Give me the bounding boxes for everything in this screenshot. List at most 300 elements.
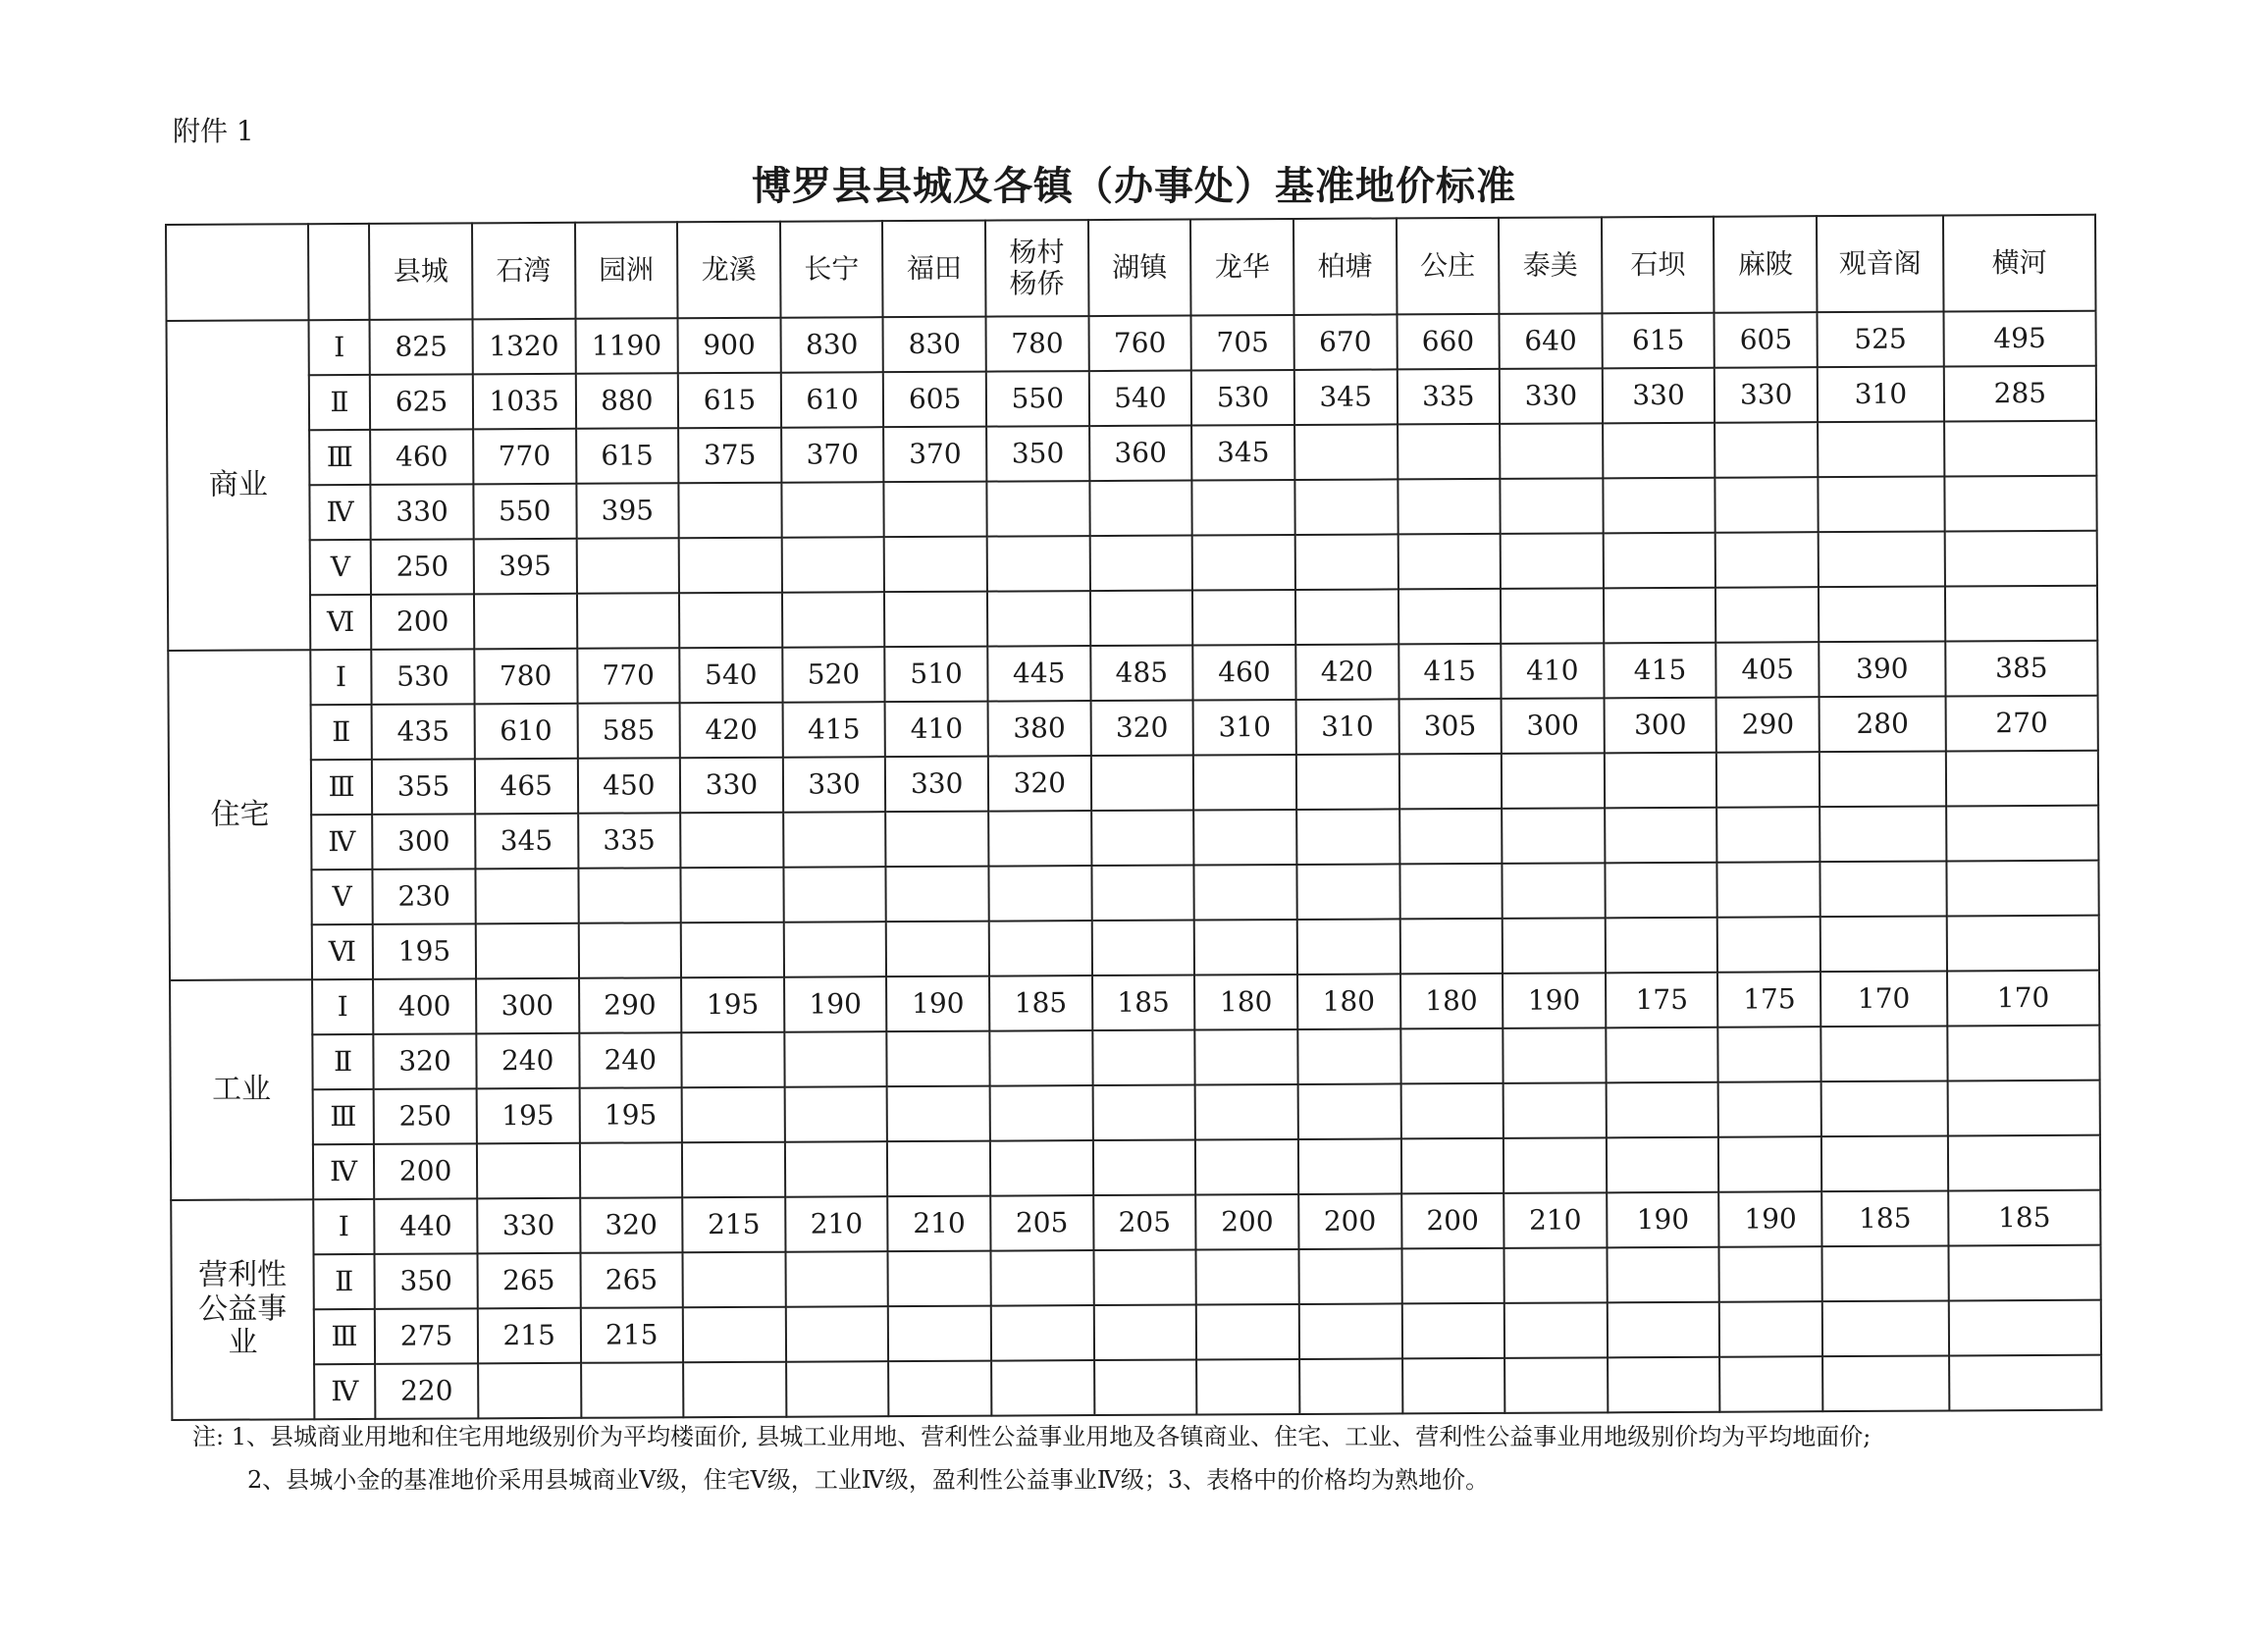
column-header: 泰美	[1499, 217, 1602, 314]
price-cell	[1195, 1084, 1298, 1140]
price-cell: 320	[374, 1033, 477, 1089]
table-row	[171, 1135, 2100, 1200]
price-cell	[1820, 917, 1947, 973]
level-cell: Ⅵ	[310, 595, 372, 650]
table-row	[169, 861, 2098, 925]
price-cell: 210	[1503, 1192, 1607, 1248]
price-cell	[785, 1251, 888, 1307]
price-cell	[1948, 1245, 2100, 1301]
price-cell	[1715, 422, 1819, 478]
price-cell	[1820, 752, 1946, 808]
price-cell	[1091, 921, 1194, 976]
price-cell	[1194, 920, 1297, 975]
price-cell: 440	[374, 1198, 477, 1254]
table-row	[170, 1026, 2099, 1090]
price-cell: 220	[375, 1363, 478, 1419]
level-cell: Ⅳ	[313, 1144, 375, 1199]
table-row	[167, 366, 2096, 431]
price-cell	[990, 1140, 1093, 1196]
price-cell: 1320	[472, 319, 575, 375]
price-cell	[1195, 1139, 1298, 1195]
price-cell	[1091, 811, 1194, 867]
price-cell	[1092, 1030, 1195, 1086]
price-cell	[679, 483, 782, 539]
price-cell	[476, 923, 579, 979]
price-cell: 200	[1401, 1193, 1504, 1249]
price-cell: 250	[371, 539, 474, 595]
price-cell: 310	[1295, 699, 1398, 755]
price-cell: 290	[579, 977, 682, 1033]
price-cell: 370	[883, 427, 986, 483]
price-cell: 170	[1947, 971, 2099, 1027]
price-cell	[1502, 753, 1605, 809]
price-cell	[1196, 1304, 1299, 1360]
price-cell	[1298, 1248, 1401, 1304]
price-cell: 770	[473, 429, 576, 485]
category-cell: 营利性 公益事 业	[171, 1199, 314, 1420]
price-cell	[786, 1361, 889, 1417]
price-cell	[1193, 810, 1296, 866]
price-cell	[1297, 1083, 1400, 1139]
price-cell	[682, 1087, 785, 1143]
price-cell	[1504, 1302, 1608, 1358]
column-header: 石湾	[472, 223, 575, 320]
price-cell	[1504, 1247, 1608, 1303]
price-cell: 190	[886, 976, 989, 1032]
price-cell	[1821, 1081, 1948, 1137]
price-cell	[1718, 1136, 1821, 1192]
price-cell: 525	[1818, 312, 1944, 368]
column-header: 园洲	[574, 222, 677, 319]
price-cell	[888, 1306, 991, 1362]
price-cell	[1295, 589, 1398, 645]
price-cell: 345	[1294, 369, 1398, 425]
price-cell: 350	[986, 426, 1089, 482]
price-cell: 880	[575, 373, 678, 429]
price-cell	[1946, 806, 2098, 862]
price-cell	[1818, 422, 1944, 478]
price-cell	[1093, 1305, 1196, 1361]
price-cell	[1193, 755, 1296, 811]
price-cell: 405	[1716, 642, 1820, 698]
price-cell: 495	[1943, 311, 2095, 367]
price-cell	[1819, 587, 1945, 643]
price-cell	[1715, 477, 1819, 533]
price-cell: 185	[989, 975, 1092, 1031]
price-cell	[1195, 1029, 1298, 1085]
price-cell: 205	[990, 1195, 1093, 1251]
column-header: 石坝	[1602, 217, 1714, 314]
price-cell	[1504, 1357, 1608, 1413]
price-cell	[1503, 1137, 1607, 1193]
column-header: 杨村 杨侨	[985, 220, 1088, 317]
price-cell	[683, 1307, 786, 1363]
level-cell: Ⅰ	[308, 320, 370, 375]
price-cell: 410	[885, 702, 988, 758]
price-cell: 410	[1501, 643, 1604, 699]
price-cell: 270	[1945, 696, 2097, 752]
price-cell	[1400, 1138, 1503, 1194]
header-level-cell	[308, 224, 370, 320]
price-cell	[1501, 478, 1604, 534]
price-cell: 330	[371, 484, 474, 540]
price-cell: 1190	[575, 318, 678, 374]
note-line-2: 2、县城小金的基准地价采用县城商业Ⅴ级，住宅Ⅴ级，工业Ⅳ级，盈利性公益事业Ⅳ级；3、表格中的价格均为熟地价。	[247, 1466, 1490, 1494]
price-cell: 610	[781, 372, 884, 428]
price-cell: 190	[1607, 1192, 1719, 1248]
price-cell: 185	[1092, 975, 1195, 1031]
price-cell	[987, 536, 1090, 592]
price-cell	[474, 594, 577, 650]
price-cell	[576, 593, 679, 649]
price-cell: 210	[785, 1196, 888, 1252]
price-cell: 175	[1606, 973, 1718, 1028]
column-header: 县城	[369, 223, 472, 320]
price-cell: 300	[1604, 698, 1716, 754]
price-cell	[1503, 1027, 1606, 1083]
level-cell: Ⅲ	[311, 760, 373, 815]
price-cell: 190	[1719, 1191, 1822, 1247]
price-cell: 230	[373, 869, 476, 924]
level-cell: Ⅱ	[310, 705, 372, 760]
price-cell: 335	[578, 813, 681, 869]
price-cell: 330	[885, 757, 988, 813]
price-cell	[682, 1142, 785, 1198]
price-cell: 240	[476, 1033, 579, 1089]
price-cell: 615	[1602, 313, 1714, 369]
table-row	[172, 1300, 2101, 1365]
header-corner-cell	[166, 224, 308, 321]
price-cell	[1947, 1026, 2099, 1081]
price-cell: 355	[372, 759, 475, 815]
price-cell	[1604, 588, 1716, 644]
level-cell: Ⅰ	[310, 650, 372, 705]
price-cell: 520	[782, 647, 885, 703]
price-cell	[987, 591, 1090, 647]
price-cell	[1717, 917, 1820, 973]
price-cell	[1089, 481, 1192, 537]
price-cell: 330	[783, 757, 886, 813]
price-cell: 320	[580, 1197, 683, 1253]
price-cell	[1820, 1027, 1947, 1082]
level-cell: Ⅰ	[313, 1199, 375, 1254]
price-cell: 170	[1820, 972, 1947, 1027]
price-cell	[1399, 919, 1503, 975]
column-header: 柏塘	[1293, 218, 1397, 315]
price-cell	[1401, 1248, 1504, 1304]
level-cell: Ⅲ	[312, 1089, 374, 1144]
price-cell	[1820, 862, 1946, 918]
price-cell: 550	[986, 371, 1089, 427]
price-cell	[783, 812, 886, 868]
price-cell: 285	[1944, 366, 2096, 422]
price-cell	[1090, 591, 1193, 647]
price-cell: 420	[680, 703, 783, 759]
table-row	[167, 476, 2096, 541]
price-cell	[888, 1361, 991, 1417]
price-cell	[1717, 862, 1820, 918]
price-cell: 670	[1293, 314, 1397, 370]
price-cell	[1503, 863, 1606, 919]
price-cell	[1949, 1355, 2101, 1411]
price-cell: 195	[579, 1087, 682, 1143]
price-cell: 210	[888, 1196, 991, 1252]
price-cell: 195	[681, 977, 784, 1033]
price-cell	[1607, 1137, 1719, 1193]
price-cell	[1606, 1027, 1718, 1083]
price-cell	[1192, 480, 1295, 536]
price-cell: 615	[678, 373, 781, 429]
price-cell	[781, 482, 884, 538]
price-cell	[1294, 424, 1398, 480]
price-cell: 550	[473, 484, 576, 540]
level-cell: Ⅱ	[309, 375, 371, 430]
price-cell	[681, 1032, 784, 1088]
price-cell: 180	[1297, 974, 1400, 1029]
price-cell	[1719, 1246, 1822, 1302]
level-cell: Ⅴ	[311, 869, 373, 924]
price-cell: 705	[1191, 315, 1294, 371]
price-cell: 830	[780, 317, 883, 373]
column-header: 龙华	[1190, 219, 1293, 316]
price-cell: 265	[580, 1252, 683, 1308]
price-cell	[681, 868, 784, 923]
column-header: 湖镇	[1088, 220, 1191, 317]
price-cell	[1945, 531, 2097, 587]
price-cell: 370	[781, 427, 884, 483]
price-cell	[1821, 1136, 1948, 1192]
price-cell: 335	[1397, 369, 1500, 425]
price-cell	[886, 812, 989, 868]
level-cell: Ⅰ	[312, 979, 374, 1034]
price-cell: 400	[373, 978, 476, 1034]
price-cell	[1398, 424, 1501, 480]
price-cell	[679, 538, 782, 594]
price-cell: 215	[580, 1307, 683, 1363]
price-cell: 780	[474, 649, 577, 705]
table-row	[167, 421, 2096, 486]
price-cell	[886, 867, 989, 922]
price-cell	[1089, 536, 1192, 592]
table-row	[169, 806, 2098, 870]
price-cell	[1501, 533, 1604, 589]
price-cell: 240	[579, 1032, 682, 1088]
price-cell	[1715, 532, 1819, 588]
price-cell	[1090, 756, 1193, 812]
level-cell: Ⅴ	[310, 540, 372, 595]
price-cell	[1297, 1028, 1400, 1084]
price-cell: 205	[1093, 1195, 1196, 1251]
price-cell	[1295, 534, 1398, 590]
price-cell	[888, 1251, 991, 1307]
page-title: 博罗县县城及各镇（办事处）基准地价标准	[752, 163, 1516, 209]
price-cell	[1605, 863, 1717, 919]
price-cell: 200	[1298, 1193, 1401, 1249]
price-cell: 215	[682, 1197, 785, 1253]
price-cell: 330	[1500, 368, 1603, 424]
price-cell: 530	[1191, 370, 1294, 426]
price-cell: 530	[372, 649, 475, 705]
price-cell: 825	[370, 319, 473, 375]
price-cell: 310	[1818, 367, 1944, 423]
price-cell	[1398, 479, 1501, 535]
price-cell	[1503, 1082, 1607, 1138]
level-cell: Ⅲ	[314, 1309, 376, 1364]
price-cell: 350	[375, 1253, 478, 1309]
price-cell: 625	[370, 374, 473, 430]
price-cell: 585	[577, 703, 680, 759]
price-cell	[1822, 1245, 1949, 1301]
price-cell	[1608, 1302, 1720, 1358]
price-cell	[1398, 754, 1502, 810]
price-cell: 395	[576, 483, 679, 539]
price-cell	[1192, 590, 1295, 646]
price-cell	[581, 1362, 684, 1418]
price-cell	[477, 1143, 580, 1199]
price-cell: 375	[678, 428, 781, 484]
level-cell: Ⅵ	[312, 924, 374, 979]
price-cell: 435	[372, 704, 475, 760]
price-cell	[1946, 861, 2098, 917]
price-cell	[681, 922, 784, 978]
price-cell: 195	[476, 1088, 579, 1144]
price-cell: 615	[576, 428, 679, 484]
price-cell: 190	[1503, 973, 1606, 1028]
price-cell: 175	[1717, 972, 1820, 1027]
price-cell	[1299, 1303, 1402, 1359]
price-cell	[576, 538, 679, 594]
price-cell: 215	[478, 1308, 581, 1364]
price-cell: 180	[1400, 974, 1503, 1029]
table-row	[170, 971, 2099, 1035]
price-cell	[1501, 588, 1604, 644]
column-header: 观音阁	[1817, 216, 1943, 313]
price-cell	[1192, 535, 1295, 591]
price-cell	[1400, 1028, 1503, 1084]
price-cell	[1720, 1356, 1823, 1412]
price-cell	[683, 1362, 786, 1418]
price-cell	[783, 922, 886, 977]
price-cell: 770	[577, 648, 680, 704]
price-cell: 485	[1090, 646, 1193, 702]
price-cell	[1822, 1300, 1949, 1356]
price-cell	[1294, 479, 1398, 535]
price-cell	[1093, 1140, 1196, 1196]
category-cell: 工业	[170, 979, 313, 1200]
price-cell	[1719, 1301, 1822, 1357]
price-cell	[1094, 1360, 1197, 1416]
price-cell: 460	[370, 429, 473, 485]
price-cell	[991, 1305, 1094, 1361]
price-cell	[1194, 865, 1297, 921]
price-cell	[887, 1141, 990, 1197]
price-cell	[1945, 586, 2097, 642]
price-cell	[1715, 587, 1819, 643]
price-cell	[988, 866, 1091, 922]
category-cell: 商业	[167, 320, 311, 651]
price-cell	[1298, 1138, 1401, 1194]
price-cell	[578, 868, 681, 923]
column-header: 龙溪	[677, 222, 780, 319]
price-cell	[475, 869, 578, 924]
table-row	[170, 916, 2099, 980]
price-cell	[1944, 421, 2096, 477]
price-cell: 420	[1295, 644, 1398, 700]
price-cell: 660	[1397, 314, 1500, 370]
table-row	[172, 1245, 2101, 1310]
price-cell	[986, 481, 1089, 537]
price-cell: 385	[1945, 641, 2097, 697]
price-cell	[884, 592, 987, 648]
price-cell: 280	[1820, 697, 1946, 753]
price-cell	[1399, 809, 1503, 865]
price-cell: 360	[1089, 426, 1192, 482]
price-cell: 760	[1088, 316, 1191, 372]
price-cell: 320	[988, 756, 1091, 812]
price-cell	[1605, 918, 1717, 974]
table-row	[168, 641, 2097, 706]
level-cell: Ⅳ	[311, 815, 373, 869]
notes	[192, 1415, 2155, 1501]
price-cell: 540	[679, 648, 782, 704]
price-cell: 305	[1398, 699, 1502, 755]
price-cell: 300	[1502, 698, 1605, 754]
price-cell	[990, 1085, 1093, 1141]
price-cell	[1297, 919, 1400, 975]
price-cell	[1947, 916, 2099, 972]
price-cell	[683, 1252, 786, 1308]
column-header: 横河	[1943, 215, 2096, 312]
price-cell	[1603, 423, 1715, 479]
column-header: 麻陂	[1714, 216, 1817, 313]
price-cell: 830	[883, 317, 986, 373]
price-cell: 250	[374, 1088, 477, 1144]
price-cell	[1949, 1300, 2101, 1356]
price-cell: 200	[1195, 1194, 1298, 1250]
price-cell	[1502, 808, 1605, 864]
price-cell	[680, 813, 783, 869]
price-cell	[1603, 533, 1715, 589]
price-cell	[1196, 1359, 1299, 1415]
price-cell: 330	[680, 758, 783, 814]
price-cell	[989, 921, 1092, 976]
price-cell: 900	[678, 318, 781, 374]
price-cell	[887, 1086, 990, 1142]
price-cell	[1398, 534, 1501, 590]
price-cell	[1820, 807, 1946, 863]
price-cell: 540	[1088, 371, 1191, 427]
price-cell: 320	[1090, 701, 1193, 757]
price-cell: 510	[885, 647, 988, 703]
price-cell	[886, 922, 989, 977]
price-cell: 445	[987, 646, 1090, 702]
land-price-table	[165, 214, 2102, 1421]
price-cell	[1092, 1085, 1195, 1141]
table-row	[171, 1080, 2100, 1145]
price-cell: 605	[883, 372, 986, 428]
level-cell: Ⅳ	[314, 1364, 376, 1419]
price-cell: 345	[1191, 425, 1294, 481]
price-cell: 1035	[473, 374, 576, 430]
price-cell	[1607, 1247, 1719, 1303]
price-cell	[784, 1031, 887, 1087]
price-cell	[1400, 1083, 1503, 1139]
price-cell	[887, 1031, 990, 1087]
table-row	[168, 531, 2097, 596]
table-row	[169, 696, 2098, 761]
price-cell: 265	[477, 1253, 580, 1309]
price-cell	[679, 593, 782, 649]
